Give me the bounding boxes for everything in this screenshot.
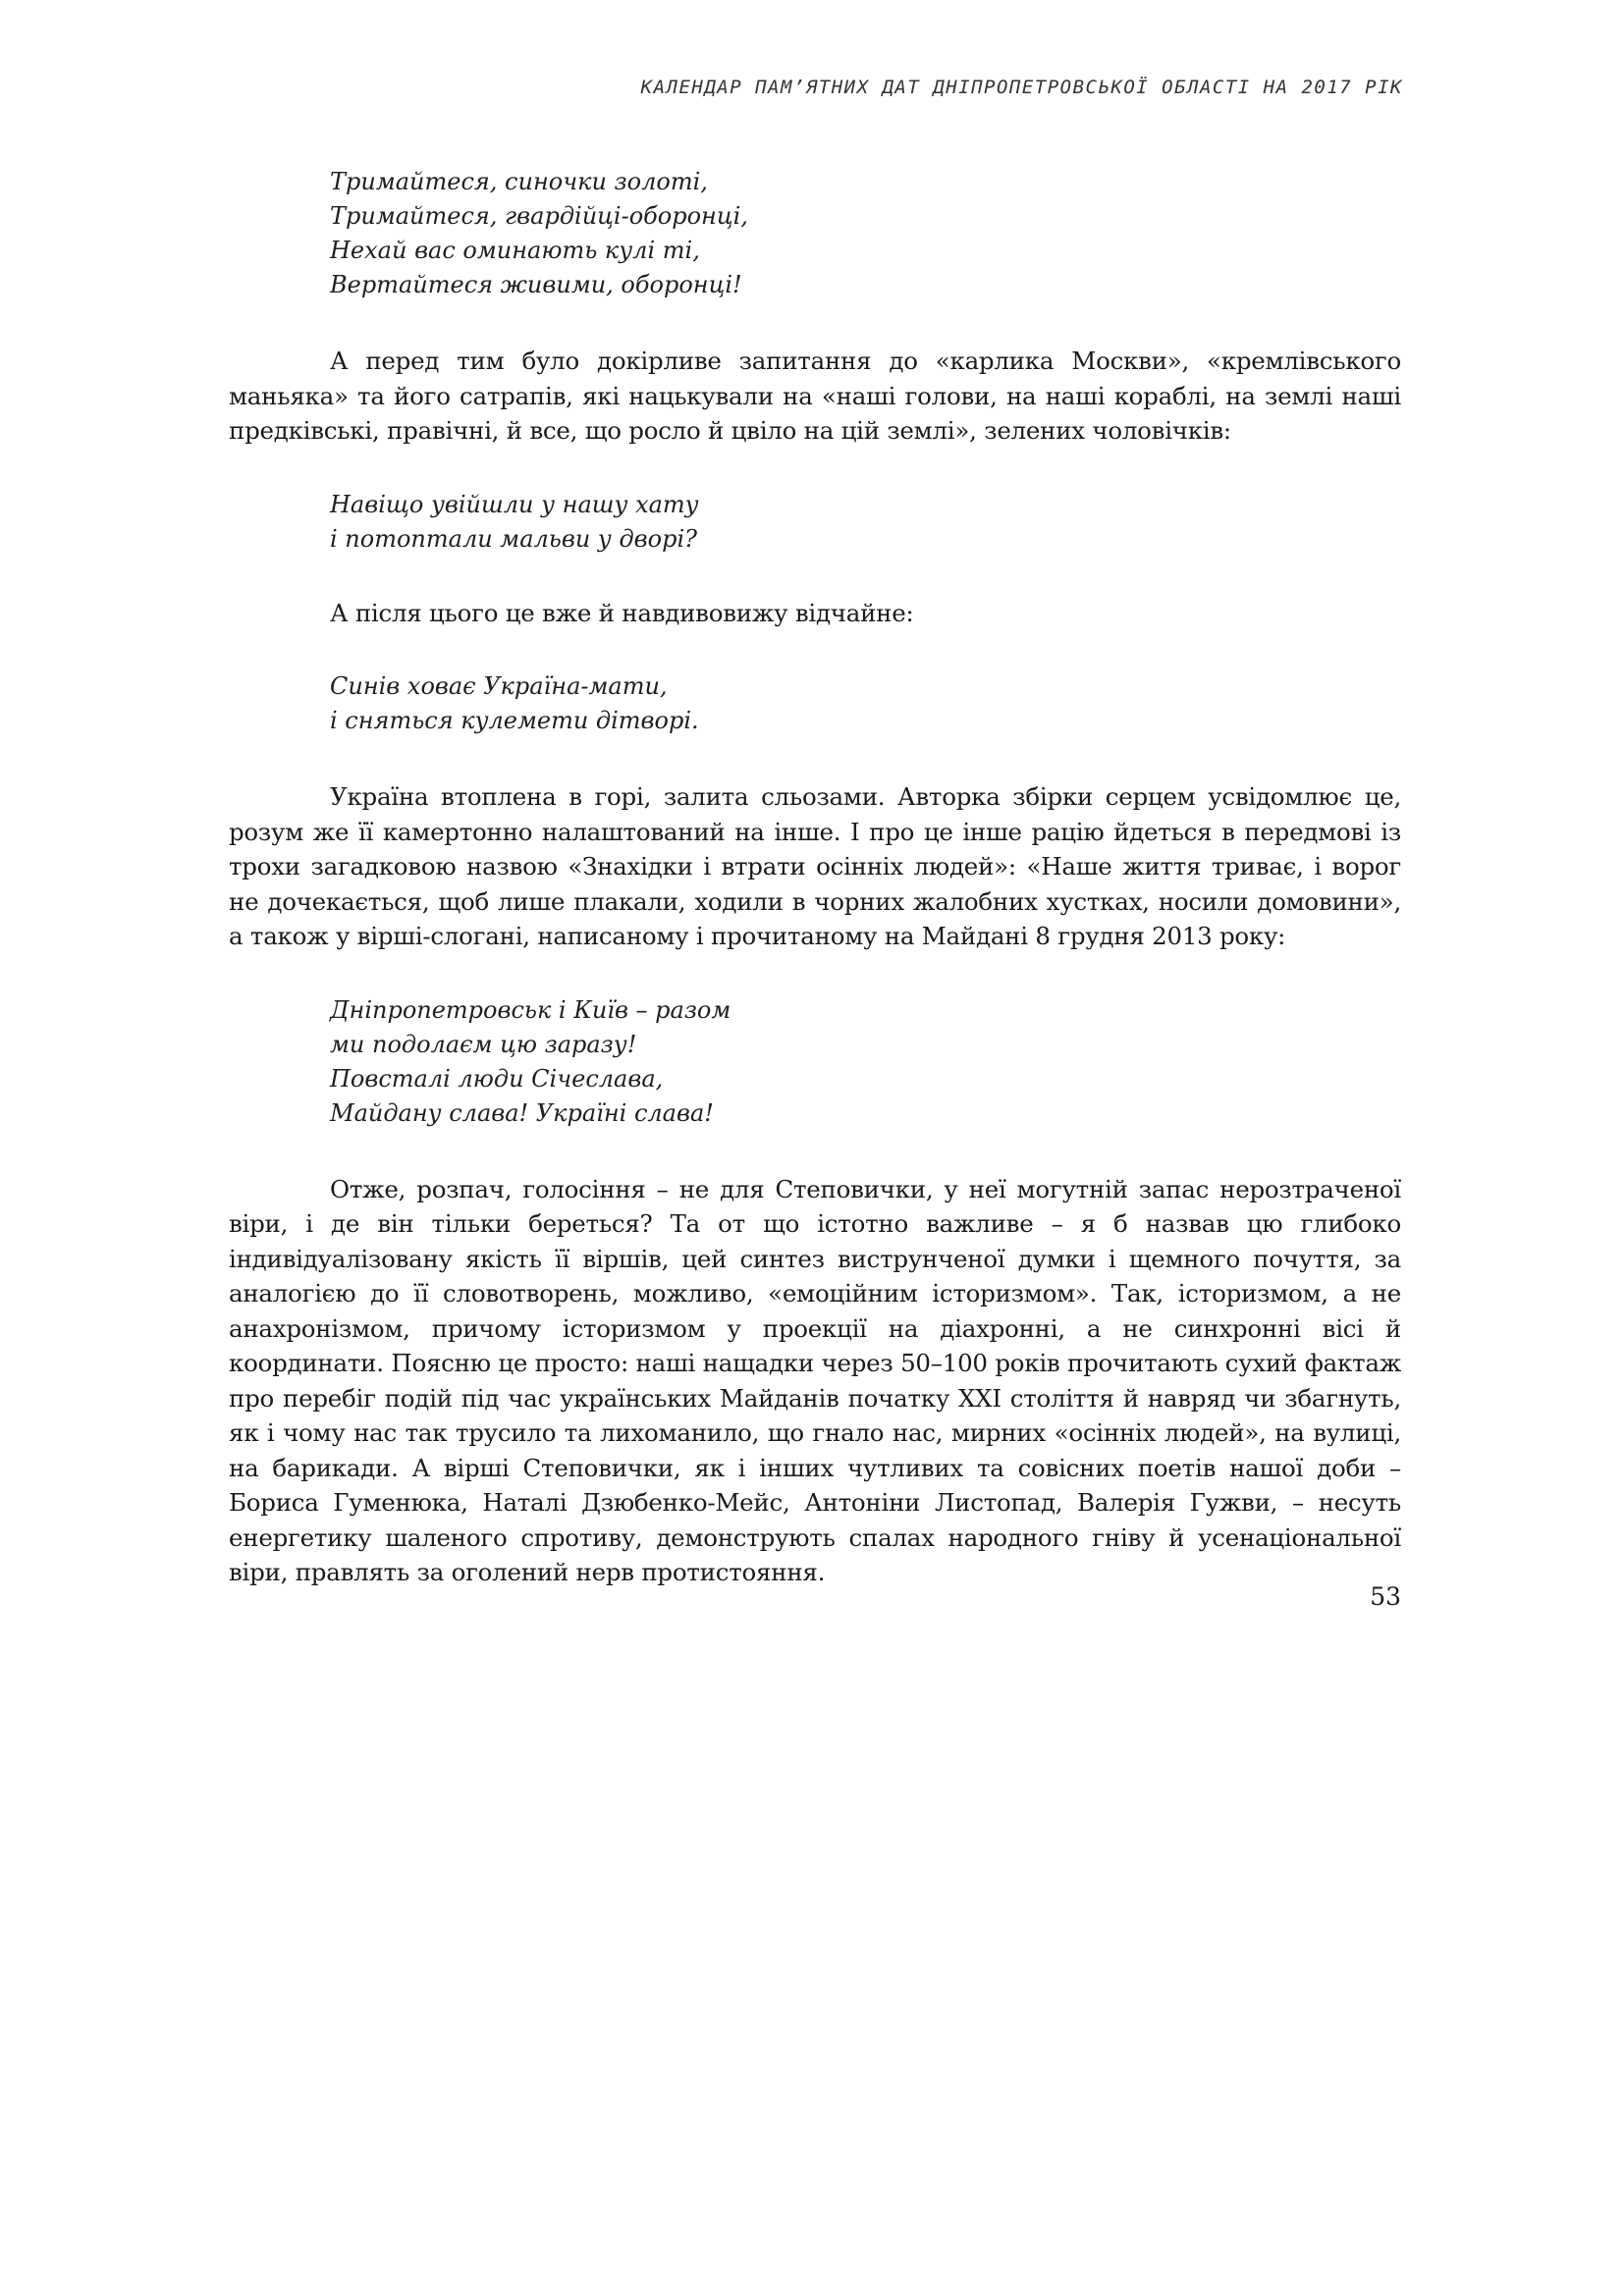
paragraph-3: Україна втоплена в горі, залита сльозами. Авторка збірки серцем усвідомлює це, розум же її камертонно налаштований на інше. І про це інше рацію йдеться в передмові із трохи загадковою назвою «Знахідки і втрати осінніх людей»: «Наше життя триває, і ворог не дочекається, щоб лише плакали, ходили в чорних жалобних хустках, носили домовини», а також у вірші-слогані, написаному і прочитаному на Майдані 8 грудня 2013 року:	[229, 782, 1401, 950]
running-header: КАЛЕНДАР ПАМ’ЯТНИХ ДАТ ДНІПРОПЕТРОВСЬКОЇ ОБЛАСТІ НА 2017 РІК	[640, 77, 1403, 98]
verse-block-1	[330, 165, 1401, 302]
verse-line: і потоптали мальви у дворі?	[330, 524, 698, 553]
spacer	[229, 630, 1401, 669]
paragraph-1: А перед тим було докірливе запитання до «карлика Москви», «кремлівського маньяка» та його сатрапів, які нацькували на «наші голови, на наші кораблі, на землі наші предківські, правічні, й все, що росло й цвіло на цій землі», зелених чоловічків:	[229, 347, 1401, 445]
verse-line: Нехай вас оминають кулі ті,	[330, 237, 700, 264]
verse-line: Синів ховає Україна-мати,	[330, 672, 668, 700]
spacer	[229, 302, 1401, 344]
paragraph-4: Отже, розпач, голосіння – не для Степовички, у неї могутній запас нерозтраченої віри, і де він тільки береться? Та от що істотно важливе – я б назвав цю глибоко індивідуалізовану якість її віршів, цей синтез виструнченої думки і щемного почуття, за аналогією до її словотворень, можливо, «емоційним історизмом». Так, історизмом, а не анахронізмом, причому історизмом у проекції на діахронні, а не синхронні вісі й координати. Поясню це просто: наші нащадки через 50–100 років прочитають сухий фактаж про перебіг подій під час українських Майданів початку XXI століття й навряд чи збагнуть, як і чому нас так трусило та лихоманило, що гнало нас, мирних «осінніх людей», на вулиці, на барикади. А вірші Степовички, як і інших чутливих та совісних поетів нашої доби – Бориса Гуменюка, Наталі Дзюбенко-Мейс, Антоніни Листопад, Валерія Гужви, – несуть енергетику шаленого спротиву, демонструють спалах народного гніву й усенаціональної віри, правлять за оголений нерв протистояння.	[229, 1174, 1401, 1586]
verse-line: Навіщо увійшли у нашу хату	[330, 490, 699, 518]
verse-line: Вертайтеся живими, оборонці!	[330, 271, 742, 298]
verse-line: Тримайтеся, гвардійці-оборонці,	[330, 202, 748, 230]
spacer	[229, 557, 1401, 596]
verse-block-4	[330, 993, 1401, 1131]
page-number: 53	[1370, 1582, 1401, 1611]
verse-line: Повсталі люди Січеслава,	[330, 1064, 664, 1093]
verse-block-3	[330, 669, 1401, 738]
spacer	[229, 954, 1401, 993]
spacer	[229, 1131, 1401, 1172]
verse-line: ми подолаєм цю заразу!	[330, 1030, 637, 1058]
spacer	[229, 738, 1401, 779]
verse-line: Дніпропетровськ і Київ – разом	[330, 995, 731, 1024]
page-content	[229, 165, 1401, 1590]
paragraph-2: А після цього це вже й навдивовижу відчайне:	[330, 598, 914, 627]
verse-block-2	[330, 488, 1401, 557]
spacer	[229, 449, 1401, 488]
verse-line: і сняться кулемети дітворі.	[330, 707, 699, 734]
verse-line: Тримайтеся, синочки золоті,	[330, 168, 708, 195]
verse-line: Майдану слава! Україні слава!	[330, 1098, 714, 1127]
